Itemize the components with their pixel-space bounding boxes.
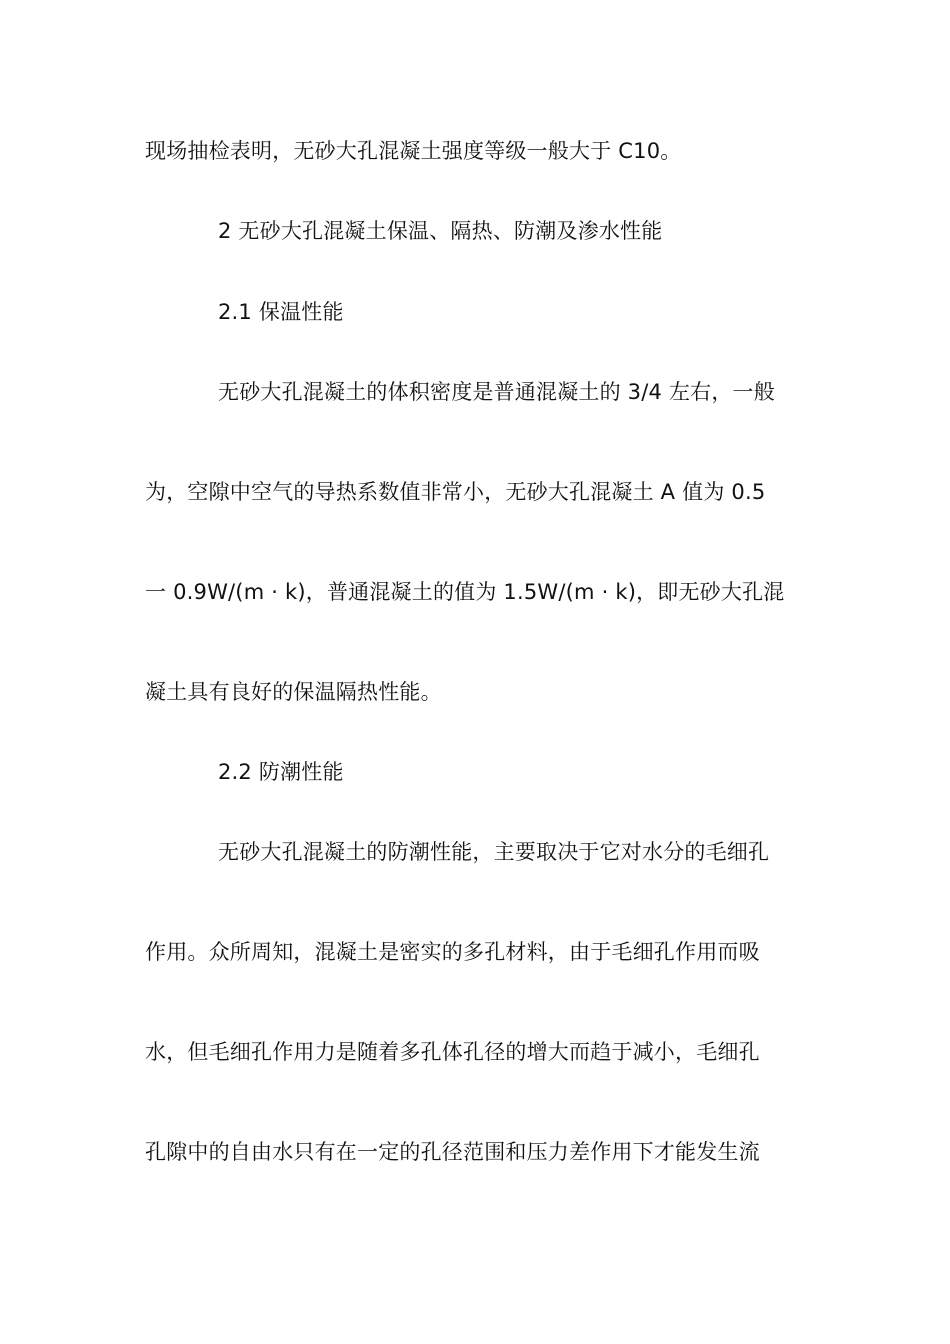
section-heading: 2 无砂大孔混凝土保温、隔热、防潮及渗水性能: [218, 219, 663, 243]
paragraph-line: 作用。众所周知，混凝土是密实的多孔材料，由于毛细孔作用而吸: [145, 940, 760, 964]
paragraph-line: 一 0.9W/(m · k)，普通混凝土的值为 1.5W/(m · k)，即无砂大孔混: [145, 580, 785, 604]
paragraph-line: 孔隙中的自由水只有在一定的孔径范围和压力差作用下才能发生流: [145, 1140, 760, 1164]
paragraph-line: 无砂大孔混凝土的体积密度是普通混凝土的 3/4 左右，一般: [218, 380, 775, 404]
paragraph-line: 无砂大孔混凝土的防潮性能，主要取决于它对水分的毛细孔: [218, 840, 770, 864]
paragraph-line: 水，但毛细孔作用力是随着多孔体孔径的增大而趋于减小，毛细孔: [145, 1040, 760, 1064]
subsection-heading: 2.1 保温性能: [218, 300, 344, 324]
subsection-heading: 2.2 防潮性能: [218, 760, 344, 784]
paragraph-line: 现场抽检表明，无砂大孔混凝土强度等级一般大于 C10。: [145, 139, 682, 163]
paragraph-line: 凝土具有良好的保温隔热性能。: [145, 680, 442, 704]
paragraph-line: 为，空隙中空气的导热系数值非常小，无砂大孔混凝土 A 值为 0.5: [145, 480, 766, 504]
